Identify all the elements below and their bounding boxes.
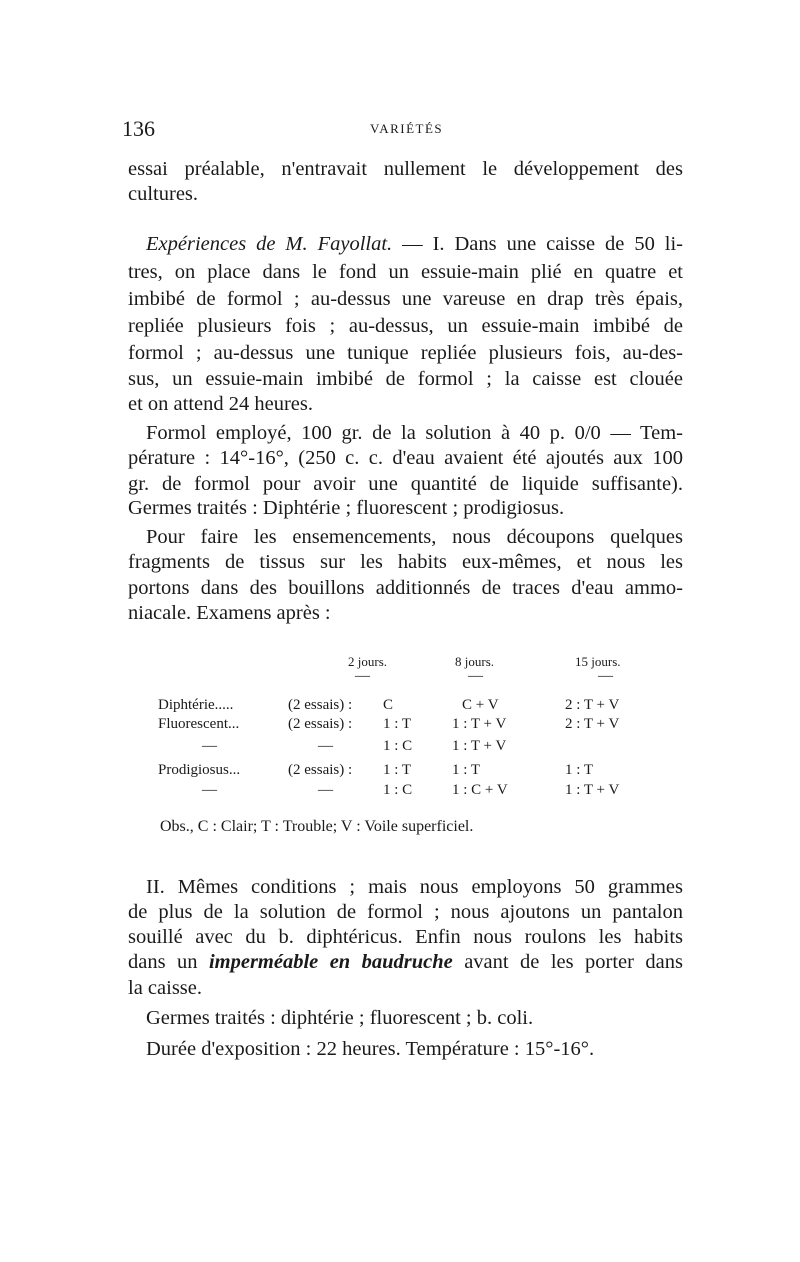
text-span: dans un xyxy=(128,951,209,973)
text-line: et on attend 24 heures. xyxy=(128,393,314,415)
text-line: de plus de la solution de formol ; nous ajoutons un pantalon xyxy=(128,901,683,923)
text-line: Durée d'exposition : 22 heures. Température : 15°-16°. xyxy=(146,1038,595,1060)
row-label: — xyxy=(202,738,217,754)
row-label: — xyxy=(202,782,217,798)
text-line: formol ; au-dessus une tunique repliée plusieurs fois, au-des- xyxy=(128,342,683,364)
column-rule: — xyxy=(355,668,370,684)
row-essais: — xyxy=(318,782,333,798)
text-line: la caisse. xyxy=(128,977,202,999)
text-line: pérature : 14°-16°, (250 c. c. d'eau avaient été ajoutés aux 100 xyxy=(128,447,683,469)
column-header: 8 jours. xyxy=(455,654,494,669)
column-rule: — xyxy=(468,668,483,684)
row-essais: (2 essais) : xyxy=(288,762,353,778)
table-cell: 1 : T + V xyxy=(565,782,620,798)
paragraph-lead xyxy=(146,232,683,256)
text-line: II. Mêmes conditions ; mais nous employons 50 grammes xyxy=(146,876,683,898)
text-line: tres, on place dans le fond un essuie-main plié en quatre et xyxy=(128,261,683,283)
row-essais: (2 essais) : xyxy=(288,697,353,713)
table-cell: 1 : T xyxy=(383,762,412,778)
row-label: Diphtérie..... xyxy=(158,697,234,713)
table-cell: C + V xyxy=(462,697,499,713)
text-line: Pour faire les ensemencements, nous découpons quelques xyxy=(146,526,683,548)
column-header: 2 jours. xyxy=(348,654,387,669)
table-cell: 1 : T xyxy=(452,762,481,778)
text-line: repliée plusieurs fois ; au-dessus, un essuie-main imbibé de xyxy=(128,315,683,337)
row-essais: — xyxy=(318,738,333,754)
text-line: niacale. Examens après : xyxy=(128,602,331,624)
table-cell: 1 : T + V xyxy=(452,738,507,754)
text-line: fragments de tissus sur les habits eux-mêmes, et nous les xyxy=(128,551,683,573)
emphasized-term: imperméable en baudruche xyxy=(208,951,453,973)
table-cell: 1 : T + V xyxy=(452,716,507,732)
table-cell: 2 : T + V xyxy=(565,716,620,732)
page-number: 136 xyxy=(122,116,155,141)
table-cell: 2 : T + V xyxy=(565,697,620,713)
column-rule: — xyxy=(598,668,613,684)
page-header xyxy=(122,116,682,142)
table-legend: Obs., C : Clair; T : Trouble; V : Voile superficiel. xyxy=(160,818,474,835)
text-span: — I. Dans une caisse de 50 li- xyxy=(392,233,683,255)
text-line: sus, un essuie-main imbibé de formol ; la caisse est clouée xyxy=(128,368,683,390)
text-line: Germes traités : Diphtérie ; fluorescent ; prodigiosus. xyxy=(128,497,565,519)
text-span: avant de les porter dans xyxy=(452,951,683,973)
section-title: Expériences de M. Fayollat. xyxy=(146,233,393,255)
table-cell: 1 : T xyxy=(565,762,594,778)
row-label: Prodigiosus... xyxy=(158,762,241,778)
text-line: souillé avec du b. diphtéricus. Enfin nous roulons les habits xyxy=(128,926,683,948)
column-header: 15 jours. xyxy=(575,654,621,669)
text-line: Germes traités : diphtérie ; fluorescent ; b. coli. xyxy=(146,1007,534,1029)
text-line: cultures. xyxy=(128,183,199,205)
table-cell: 1 : T xyxy=(383,716,412,732)
text-line: gr. de formol pour avoir une quantité de liquide suffisante). xyxy=(128,473,683,495)
running-title: VARIÉTÉS xyxy=(370,121,444,136)
text-line: portons dans des bouillons additionnés de traces d'eau ammo- xyxy=(128,577,683,599)
row-essais: (2 essais) : xyxy=(288,716,353,732)
table-cell: 1 : C xyxy=(383,738,413,754)
text-line xyxy=(128,950,683,974)
text-line: essai préalable, n'entravait nullement le développement des xyxy=(128,158,683,180)
text-line: Formol employé, 100 gr. de la solution à 40 p. 0/0 — Tem- xyxy=(146,422,683,444)
row-label: Fluorescent... xyxy=(158,716,240,732)
table-cell: C xyxy=(383,697,394,713)
text-line: imbibé de formol ; au-dessus une vareuse en drap très épais, xyxy=(128,288,683,310)
table-cell: 1 : C xyxy=(383,782,413,798)
table-cell: 1 : C + V xyxy=(452,782,508,798)
